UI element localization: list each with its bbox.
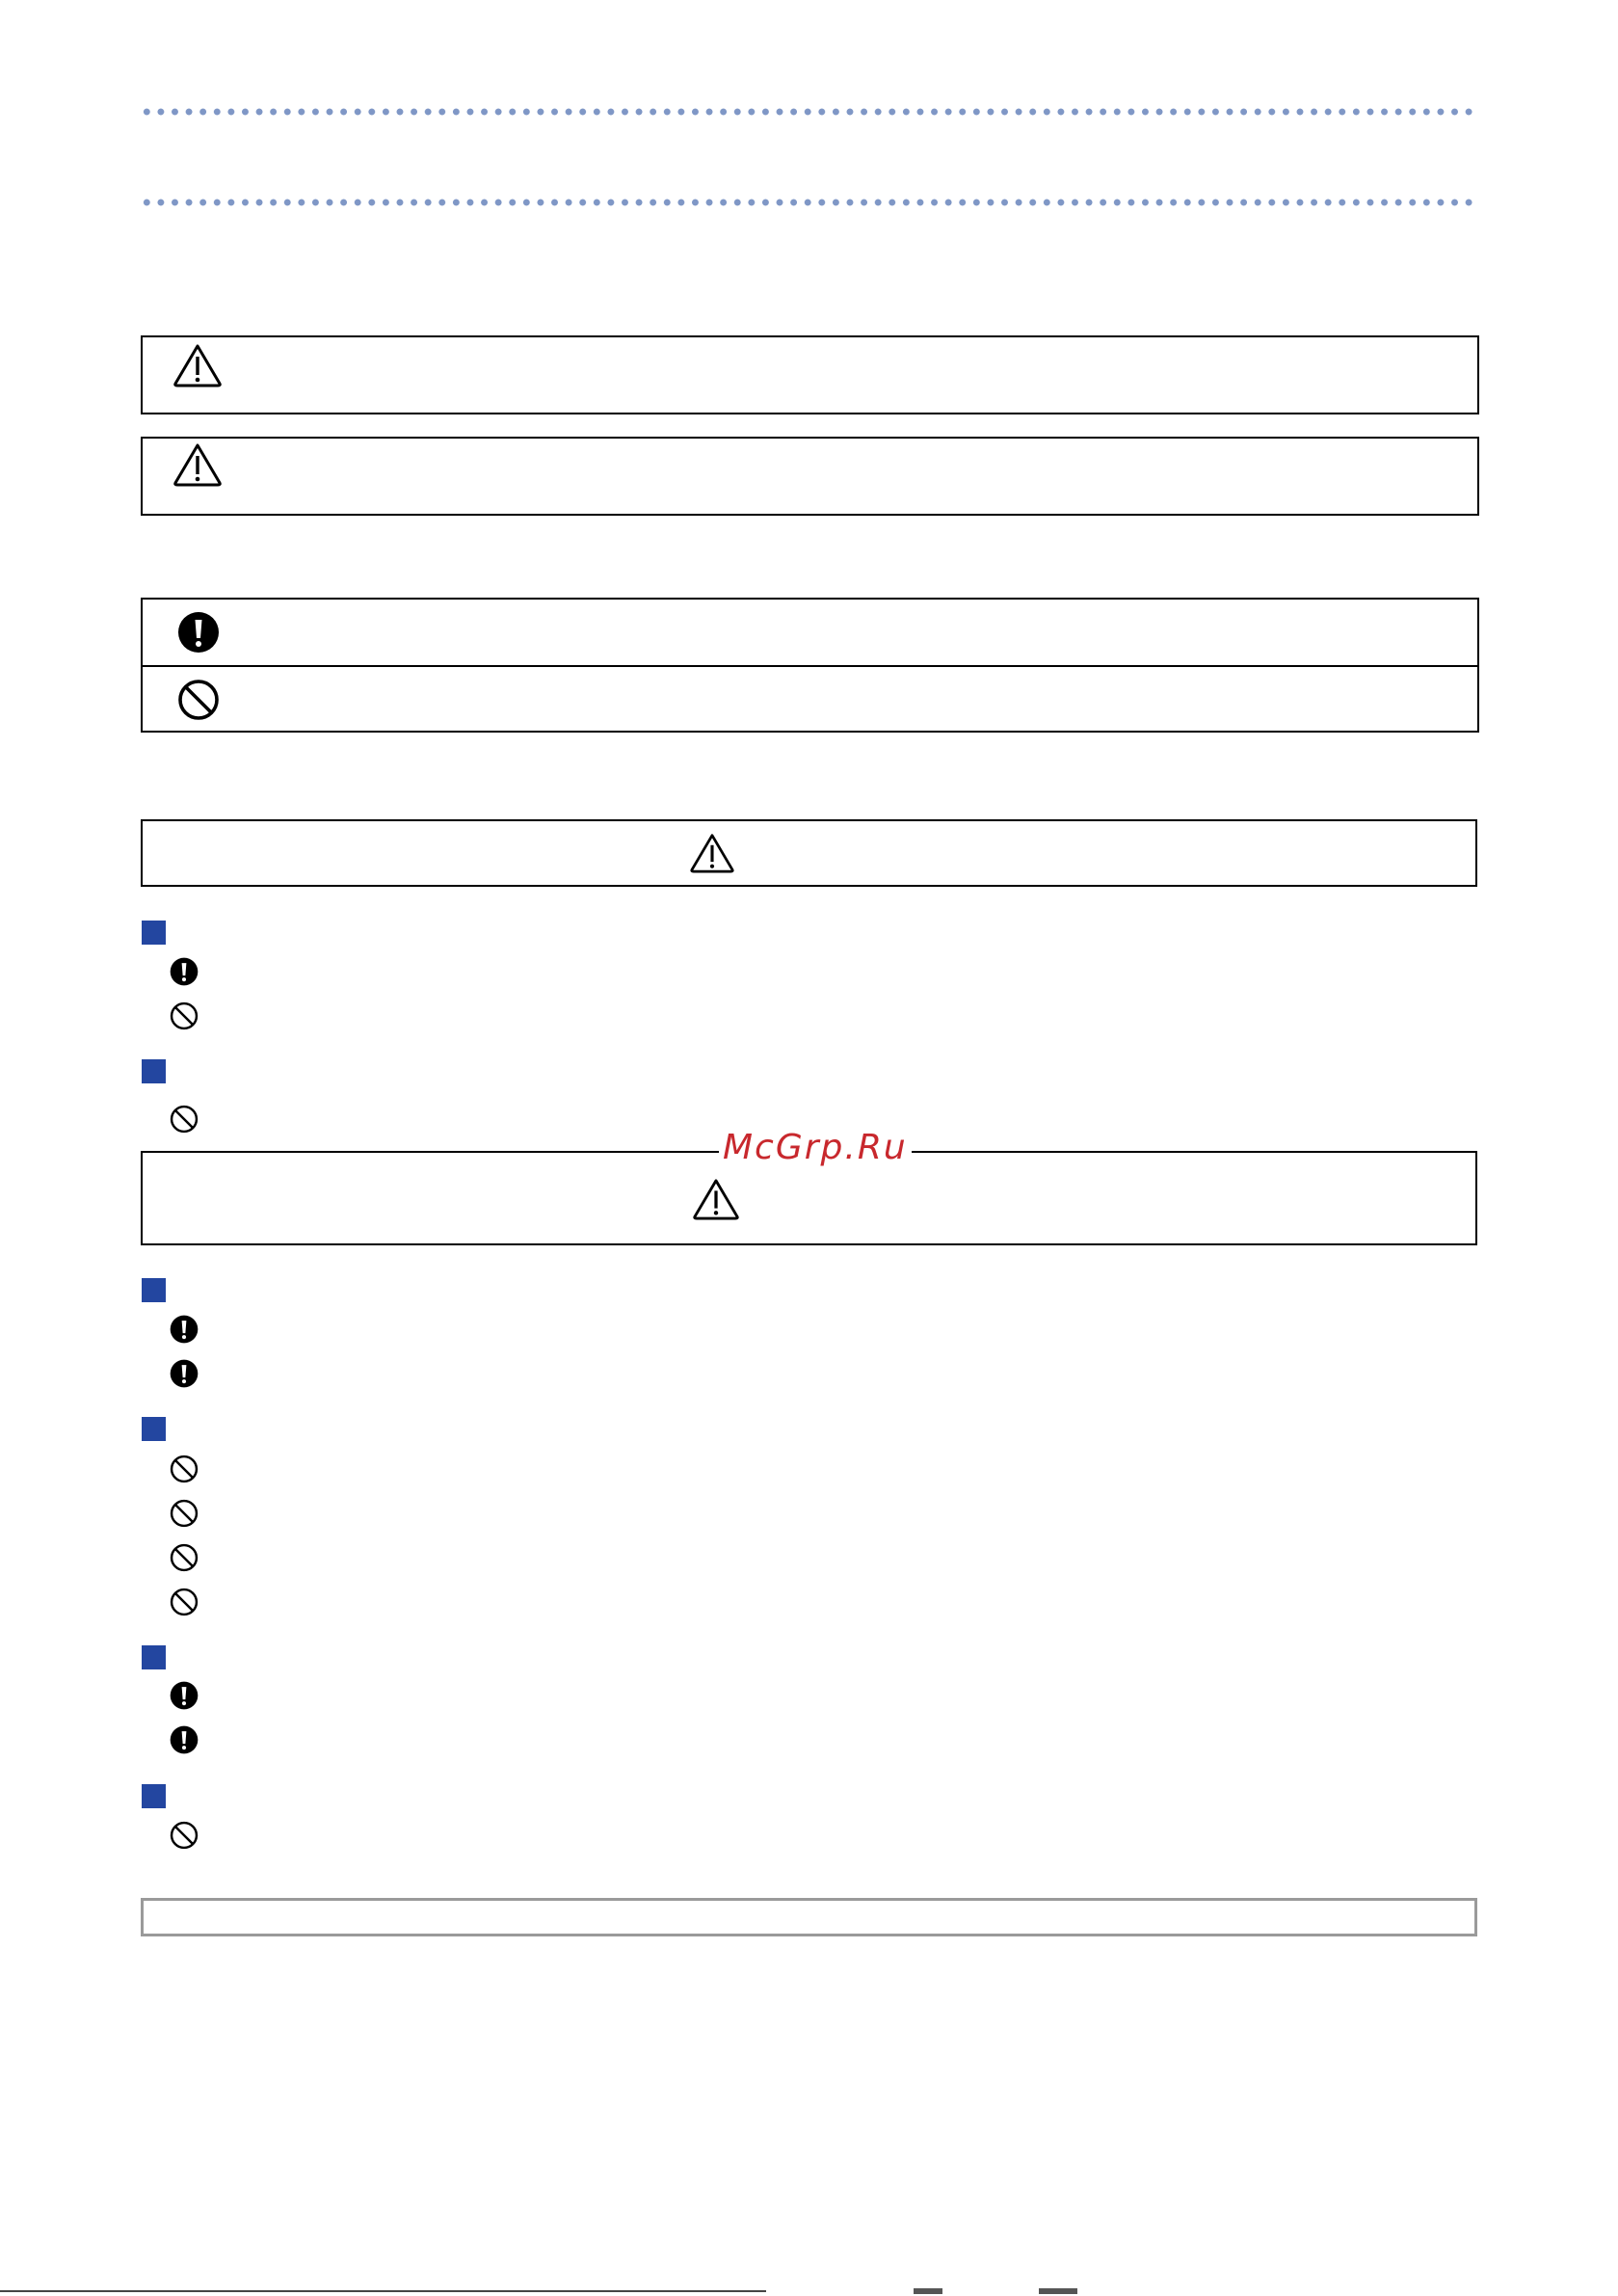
section-marker	[142, 1645, 166, 1669]
exclamation-circle-icon	[170, 1359, 199, 1388]
second-dotted-rule	[140, 199, 1479, 206]
prohibited-legend-row	[143, 665, 1477, 731]
section-marker	[142, 921, 166, 945]
footer-fragment	[1039, 2288, 1077, 2294]
watermark: McGrp.Ru	[719, 1128, 912, 1167]
section-marker	[142, 1784, 166, 1808]
exclamation-circle-icon	[177, 611, 220, 654]
exclamation-circle-icon	[170, 1681, 199, 1710]
prohibition-icon	[170, 1001, 199, 1030]
prohibition-icon	[170, 1821, 199, 1850]
prohibition-icon	[170, 1588, 199, 1616]
warning-triangle-icon	[172, 442, 223, 487]
exclamation-circle-icon	[170, 1315, 199, 1344]
symbol-legend-table	[141, 598, 1479, 733]
prohibition-icon	[170, 1105, 199, 1134]
top-dotted-rule	[140, 108, 1479, 116]
warning-section-header	[141, 819, 1477, 887]
section-marker	[142, 1059, 166, 1083]
caution-legend-box	[141, 437, 1479, 516]
section-marker	[142, 1278, 166, 1302]
section-marker	[142, 1417, 166, 1441]
warning-triangle-icon	[172, 343, 223, 387]
prohibition-icon	[170, 1543, 199, 1572]
mandatory-legend-row	[143, 600, 1477, 665]
prohibition-icon	[170, 1499, 199, 1528]
warning-triangle-icon	[689, 833, 735, 873]
exclamation-circle-icon	[170, 1725, 199, 1754]
warning-legend-box	[141, 335, 1479, 414]
exclamation-circle-icon	[170, 957, 199, 986]
prohibition-icon	[170, 1455, 199, 1483]
prohibition-icon	[177, 679, 220, 721]
note-box	[141, 1898, 1477, 1936]
warning-triangle-icon	[692, 1178, 740, 1220]
footer-rule	[0, 2290, 766, 2292]
footer-fragment	[914, 2288, 942, 2294]
